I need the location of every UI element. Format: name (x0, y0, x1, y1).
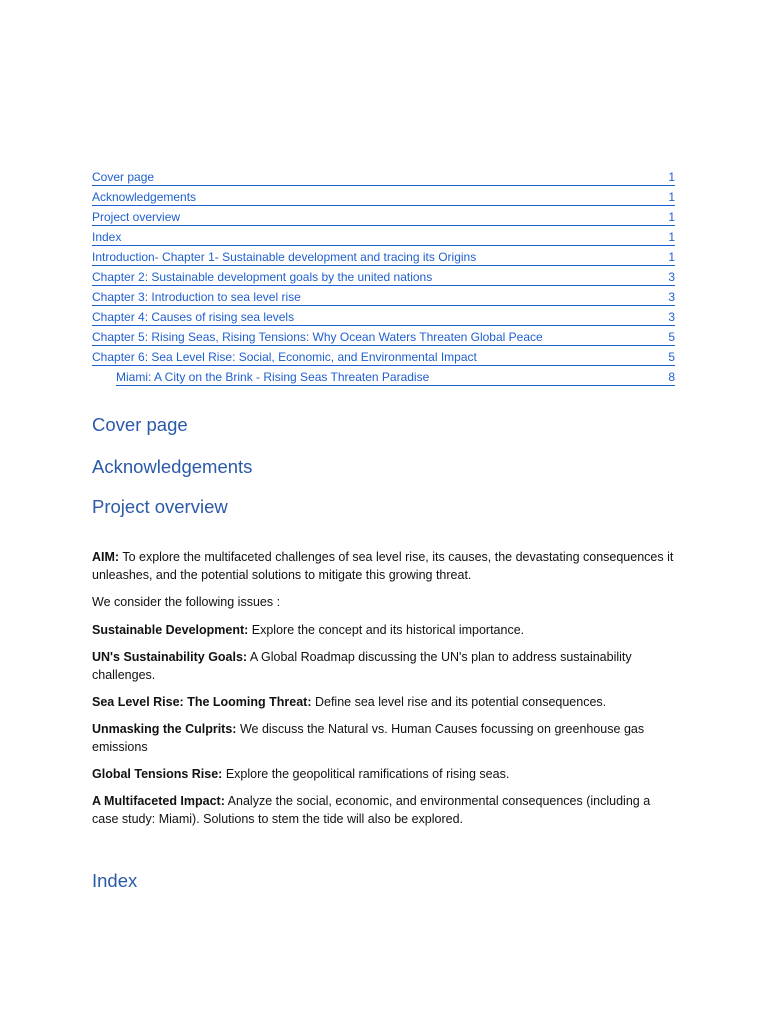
issue-label: Sustainable Development: (92, 623, 249, 637)
toc-entry-chapter-4[interactable] (92, 306, 675, 326)
aim-paragraph (92, 548, 675, 584)
toc-entry-index[interactable] (92, 226, 675, 246)
toc-entry-page: 8 (668, 370, 675, 384)
toc-entry-page: 1 (668, 170, 675, 184)
toc-entry-page: 5 (668, 330, 675, 344)
toc-entry-title: Project overview (92, 210, 181, 224)
issue-text: Define sea level rise and its potential consequences. (311, 695, 607, 709)
toc-entry-title: Chapter 4: Causes of rising sea levels (92, 310, 295, 324)
issue-item (92, 648, 675, 684)
issue-text: We discuss the Natural vs. Human Causes focussing on greenhouse gas emissions (92, 722, 645, 754)
toc-entry-page: 3 (668, 290, 675, 304)
toc-entry-page: 1 (668, 190, 675, 204)
issue-label: Unmasking the Culprits: (92, 722, 237, 736)
toc-entry-page: 1 (668, 210, 675, 224)
issue-label: UN's Sustainability Goals: (92, 650, 248, 664)
issue-item (92, 765, 675, 783)
toc-entry-page: 5 (668, 350, 675, 364)
toc-entry-page: 1 (668, 230, 675, 244)
table-of-contents (92, 166, 675, 386)
issue-item (92, 792, 675, 828)
toc-entry-chapter-3[interactable] (92, 286, 675, 306)
toc-entry-chapter-2[interactable] (92, 266, 675, 286)
issue-label: Global Tensions Rise: (92, 767, 223, 781)
toc-entry-acknowledgements[interactable] (92, 186, 675, 206)
issue-item (92, 621, 675, 639)
toc-entry-title: Introduction- Chapter 1- Sustainable development and tracing its Origins (92, 250, 477, 264)
toc-entry-title: Chapter 5: Rising Seas, Rising Tensions: Why Ocean Waters Threaten Global Peace (92, 330, 543, 344)
toc-entry-chapter-1[interactable] (92, 246, 675, 266)
issue-item (92, 693, 675, 711)
toc-entry-miami[interactable] (116, 366, 675, 386)
project-overview-body (92, 548, 675, 828)
toc-entry-project-overview[interactable] (92, 206, 675, 226)
toc-entry-title: Chapter 3: Introduction to sea level rise (92, 290, 301, 304)
issues-intro: We consider the following issues : (92, 595, 281, 609)
issue-text: Analyze the social, economic, and environmental consequences (including a case study: Miami). Solutions to stem the tide will also be explored. (92, 794, 651, 826)
heading-index: Index (92, 870, 138, 891)
toc-entry-title: Chapter 2: Sustainable development goals by the united nations (92, 270, 433, 284)
toc-entry-page: 3 (668, 270, 675, 284)
issue-label: Sea Level Rise: The Looming Threat: (92, 695, 312, 709)
issue-label: A Multifaceted Impact: (92, 794, 225, 808)
toc-entry-chapter-6[interactable] (92, 346, 675, 366)
toc-entry-title: Chapter 6: Sea Level Rise: Social, Economic, and Environmental Impact (92, 350, 477, 364)
heading-cover-page: Cover page (92, 414, 188, 435)
issue-text: Explore the concept and its historical importance. (248, 623, 525, 637)
toc-entry-cover-page[interactable] (92, 166, 675, 186)
aim-text: To explore the multifaceted challenges of sea level rise, its causes, the devastating consequences it unleashes, and the potential solutions to mitigate this growing threat. (92, 550, 674, 582)
toc-entry-page: 3 (668, 310, 675, 324)
toc-entry-page: 1 (668, 250, 675, 264)
heading-acknowledgements: Acknowledgements (92, 456, 253, 477)
toc-entry-title: Miami: A City on the Brink - Rising Seas Threaten Paradise (116, 370, 430, 384)
issue-item (92, 720, 675, 756)
toc-entry-chapter-5[interactable] (92, 326, 675, 346)
issue-text: Explore the geopolitical ramifications of rising seas. (222, 767, 510, 781)
issue-text: A Global Roadmap discussing the UN's plan to address sustainability challenges. (92, 650, 632, 682)
heading-project-overview: Project overview (92, 496, 228, 517)
toc-entry-title: Cover page (92, 170, 155, 184)
toc-entry-title: Index (92, 230, 122, 244)
aim-label: AIM: (92, 550, 120, 564)
toc-entry-title: Acknowledgements (92, 190, 197, 204)
